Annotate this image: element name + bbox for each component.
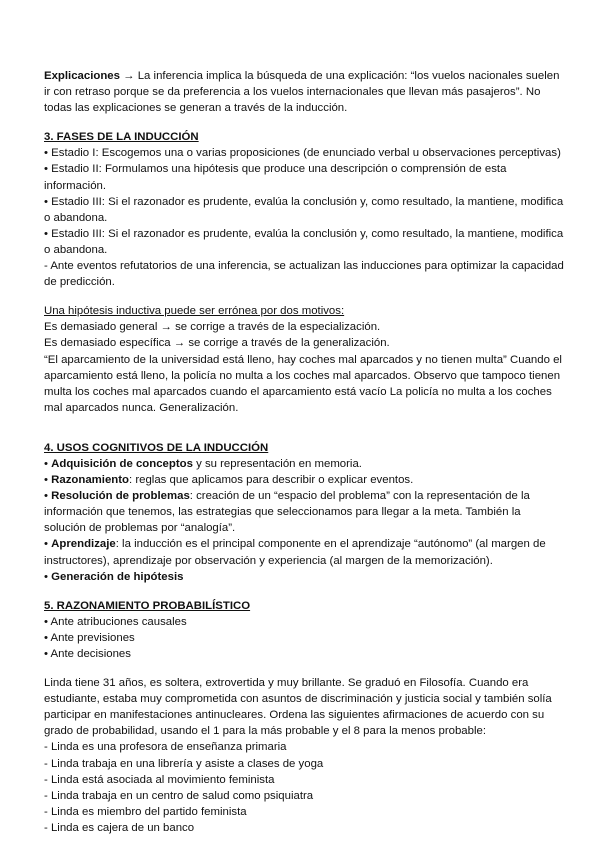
linda-option: - Linda trabaja en una librería y asiste a clases de yoga <box>44 757 324 770</box>
use-item: • Adquisición de conceptos y su representación en memoria. <box>44 457 362 470</box>
hypothesis-line: Es demasiado específica → se corrige a través de la generalización. <box>44 337 390 350</box>
use-item: • Razonamiento: reglas que aplicamos para describir o explicar eventos. <box>44 474 414 487</box>
linda-option: - Linda está asociada al movimiento feminista <box>44 773 275 786</box>
probabilistic-item: • Ante atribuciones causales <box>44 615 187 628</box>
use-item: • Aprendizaje: la inducción es el principal componente en el aprendizaje “autónomo” (al margen de instructores), aprendizaje por observación y experiencia (al margen de la memorización). <box>44 538 546 567</box>
phase-item: • Estadio III: Si el razonador es prudente, evalúa la conclusión y, como resultado, la mantiene, modifica o abandona. <box>44 195 564 224</box>
use-term: Resolución de problemas <box>51 490 190 503</box>
phase-item: • Estadio II: Formulamos una hipótesis que produce una descripción o comprensión de esta información. <box>44 163 507 192</box>
probabilistic-item: • Ante decisiones <box>44 648 131 660</box>
phase-item: - Ante eventos refutatorios de una inferencia, se actualizan las inducciones para optimizar la capacidad de predicción. <box>44 260 564 289</box>
linda-option: - Linda es miembro del partido feminista <box>44 805 247 818</box>
document-page <box>44 68 564 836</box>
use-item: • Generación de hipótesis <box>44 570 184 583</box>
hypothesis-line: Es demasiado general → se corrige a través de la especialización. <box>44 321 381 334</box>
use-term: Aprendizaje <box>51 538 116 551</box>
probabilistic-item: • Ante previsiones <box>44 631 135 644</box>
linda-option: - Linda es cajera de un banco <box>44 821 195 834</box>
phase-item: • Estadio I: Escogemos una o varias proposiciones (de enunciado verbal u observaciones perceptivas) <box>44 147 561 160</box>
explicaciones-paragraph <box>44 68 564 116</box>
section5-heading: 5. RAZONAMIENTO PROBABILÍSTICO <box>44 599 251 612</box>
parking-example: “El aparcamiento de la universidad está lleno, hay coches mal aparcados y no tienen multa” Cuando el aparcamiento está lleno, la policía no multa a los coches mal aparcados. Observo que tampoco tienen multa los coches mal aparcados cuando el aparcamiento está vacío La policía no multa a los coches mal aparcados nunca. Generalización. <box>44 353 562 414</box>
linda-option: - Linda trabaja en un centro de salud como psiquiatra <box>44 789 314 802</box>
section4-heading: 4. USOS COGNITIVOS DE LA INDUCCIÓN <box>44 441 269 454</box>
linda-option: - Linda es una profesora de enseñanza primaria <box>44 741 287 754</box>
use-term: Adquisición de conceptos <box>51 457 193 470</box>
section3-heading: 3. FASES DE LA INDUCCIÓN <box>44 131 199 144</box>
hypothesis-title: Una hipótesis inductiva puede ser errónea por dos motivos: <box>44 305 345 318</box>
use-term: Razonamiento <box>51 474 129 487</box>
phase-item: • Estadio III: Si el razonador es prudente, evalúa la conclusión y, como resultado, la mantiene, modifica o abandona. <box>44 227 564 256</box>
explicaciones-term: Explicaciones <box>44 70 120 82</box>
linda-intro: Linda tiene 31 años, es soltera, extrovertida y muy brillante. Se graduó en Filosofía. Cuando era estudiante, estaba muy comprometida con asuntos de discriminación y justicia social y también solía participar en manifestaciones antinucleares. Ordena las siguientes afirmaciones de acuerdo con su grado de probabilidad, usando el 1 para la más probable y el 8 para la menos probable: <box>44 677 552 738</box>
use-term: Generación de hipótesis <box>51 570 184 583</box>
use-item: • Resolución de problemas: creación de un “espacio del problema” con la representación de la información que tenemos, las estrategias que seleccionamos para llegar a la meta. También la solución de problemas por “analogía”. <box>44 490 530 535</box>
explicaciones-text: → La inferencia implica la búsqueda de una explicación: “los vuelos nacionales suelen ir con retraso porque se da preferencia a los vuelos internacionales que llevan más pasajeros”. No todas las explicaciones se generan a través de la inducción. <box>44 70 560 115</box>
